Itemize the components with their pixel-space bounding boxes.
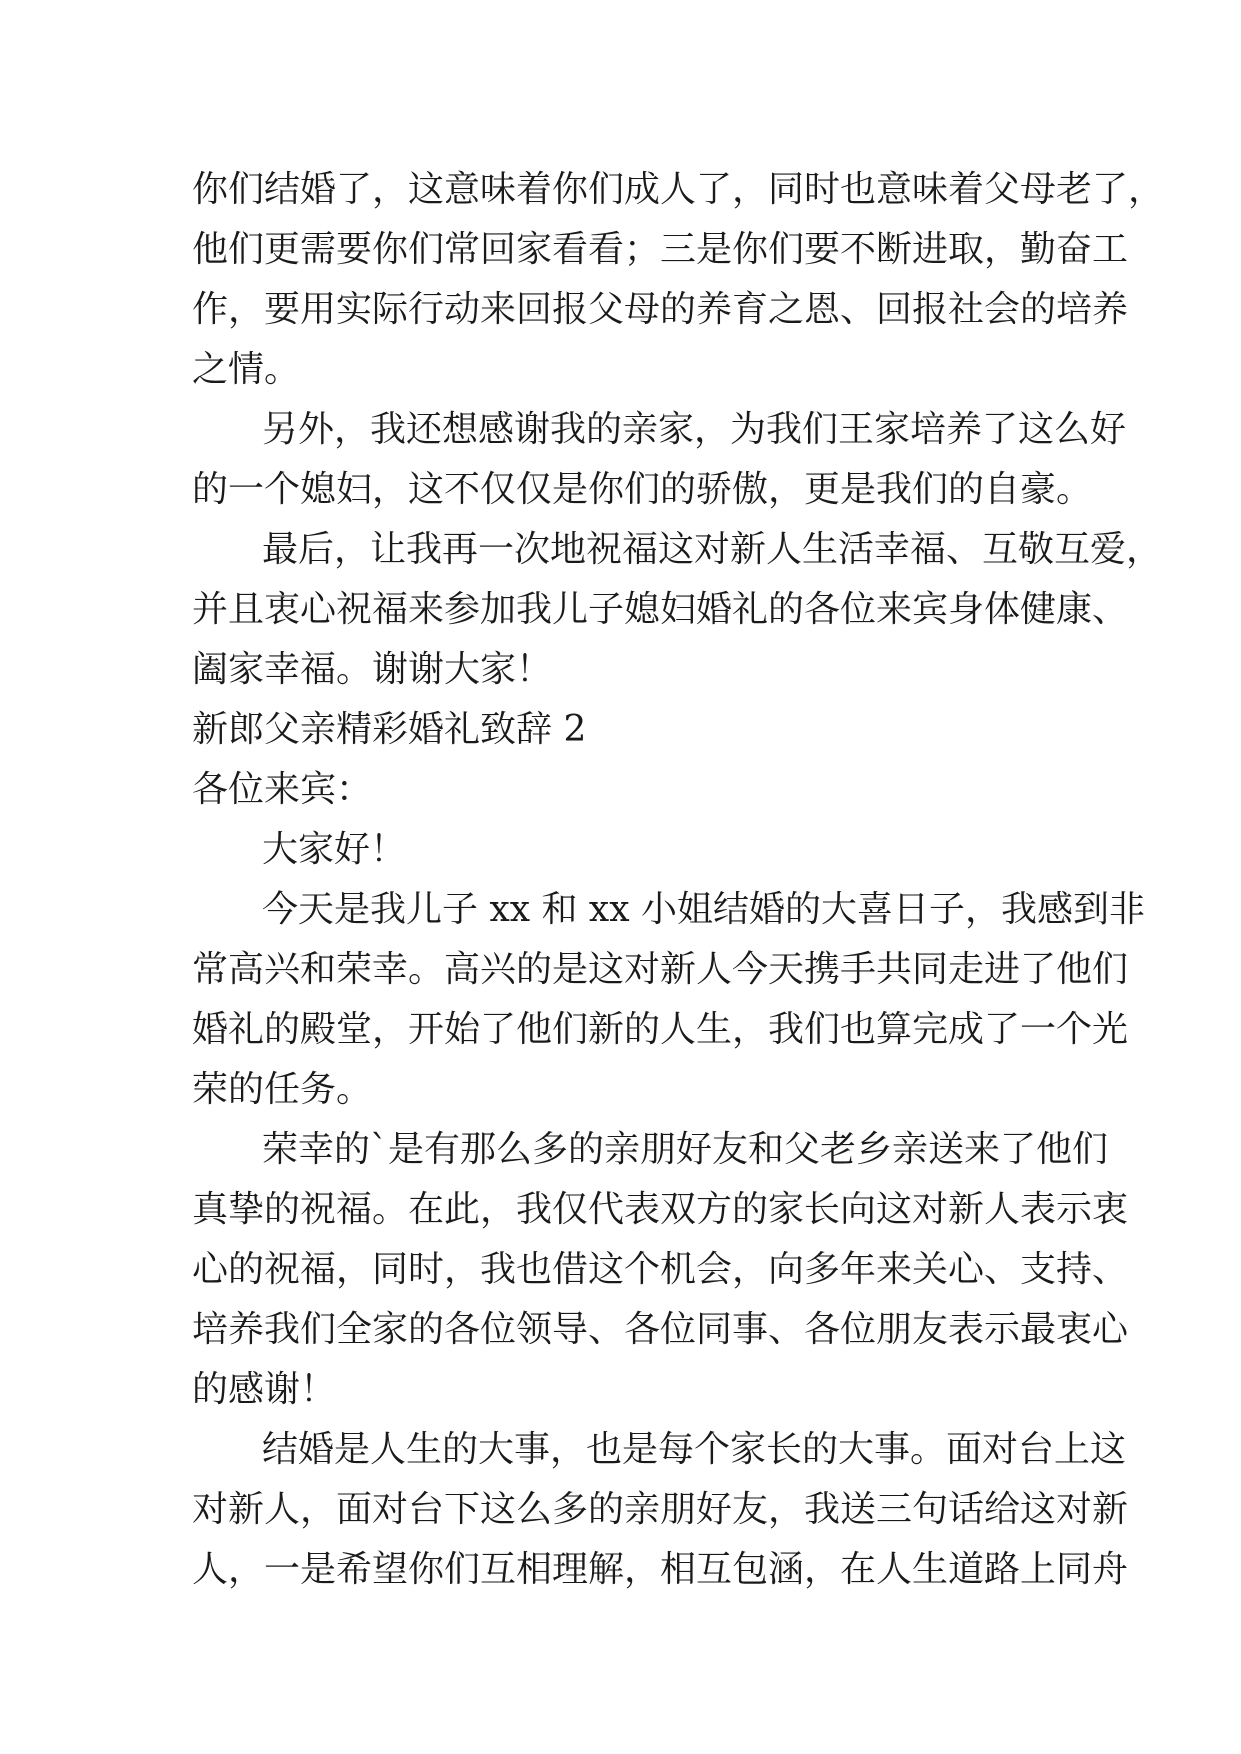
text-line: 结婚是人生的大事，也是每个家长的大事。面对台上这 bbox=[262, 1429, 1127, 1470]
text-line: 作，要用实际行动来回报父母的养育之恩、回报社会的培养 bbox=[192, 289, 1129, 330]
text-line: 之情。 bbox=[192, 349, 301, 390]
text-line: 的一个媳妇，这不仅仅是你们的骄傲，更是我们的自豪。 bbox=[192, 469, 1093, 510]
text-line: 的感谢！ bbox=[192, 1369, 337, 1410]
greeting: 大家好！ bbox=[262, 829, 407, 870]
text-line: 今天是我儿子 xx 和 xx 小姐结婚的大喜日子，我感到非 bbox=[262, 889, 1145, 930]
text-line: 阖家幸福。谢谢大家！ bbox=[192, 649, 553, 690]
text-line: 人，一是希望你们互相理解，相互包涵，在人生道路上同舟 bbox=[192, 1549, 1129, 1590]
text-line: 真挚的祝福。在此，我仅代表双方的家长向这对新人表示衷 bbox=[192, 1189, 1129, 1230]
text-line: 并且衷心祝福来参加我儿子媳妇婚礼的各位来宾身体健康、 bbox=[192, 589, 1129, 630]
text-line: 常高兴和荣幸。高兴的是这对新人今天携手共同走进了他们 bbox=[192, 949, 1129, 990]
text-line: 心的祝福，同时，我也借这个机会，向多年来关心、支持、 bbox=[192, 1249, 1129, 1290]
text-line: 荣的任务。 bbox=[192, 1069, 373, 1110]
document-body bbox=[192, 160, 1165, 1600]
text-line: 他们更需要你们常回家看看；三是你们要不断进取，勤奋工 bbox=[192, 229, 1129, 270]
text-line: 婚礼的殿堂，开始了他们新的人生，我们也算完成了一个光 bbox=[192, 1009, 1129, 1050]
section-title: 新郎父亲精彩婚礼致辞 2 bbox=[192, 709, 587, 750]
text-line: 对新人，面对台下这么多的亲朋好友，我送三句话给这对新 bbox=[192, 1489, 1129, 1530]
text-line: 荣幸的`是有那么多的亲朋好友和父老乡亲送来了他们 bbox=[262, 1129, 1109, 1170]
salutation: 各位来宾： bbox=[192, 769, 373, 810]
text-line: 培养我们全家的各位领导、各位同事、各位朋友表示最衷心 bbox=[192, 1309, 1129, 1350]
text-line: 最后，让我再一次地祝福这对新人生活幸福、互敬互爱， bbox=[262, 529, 1163, 570]
text-line: 你们结婚了，这意味着你们成人了，同时也意味着父母老了， bbox=[192, 169, 1165, 210]
text-line: 另外，我还想感谢我的亲家，为我们王家培养了这么好 bbox=[262, 409, 1127, 450]
